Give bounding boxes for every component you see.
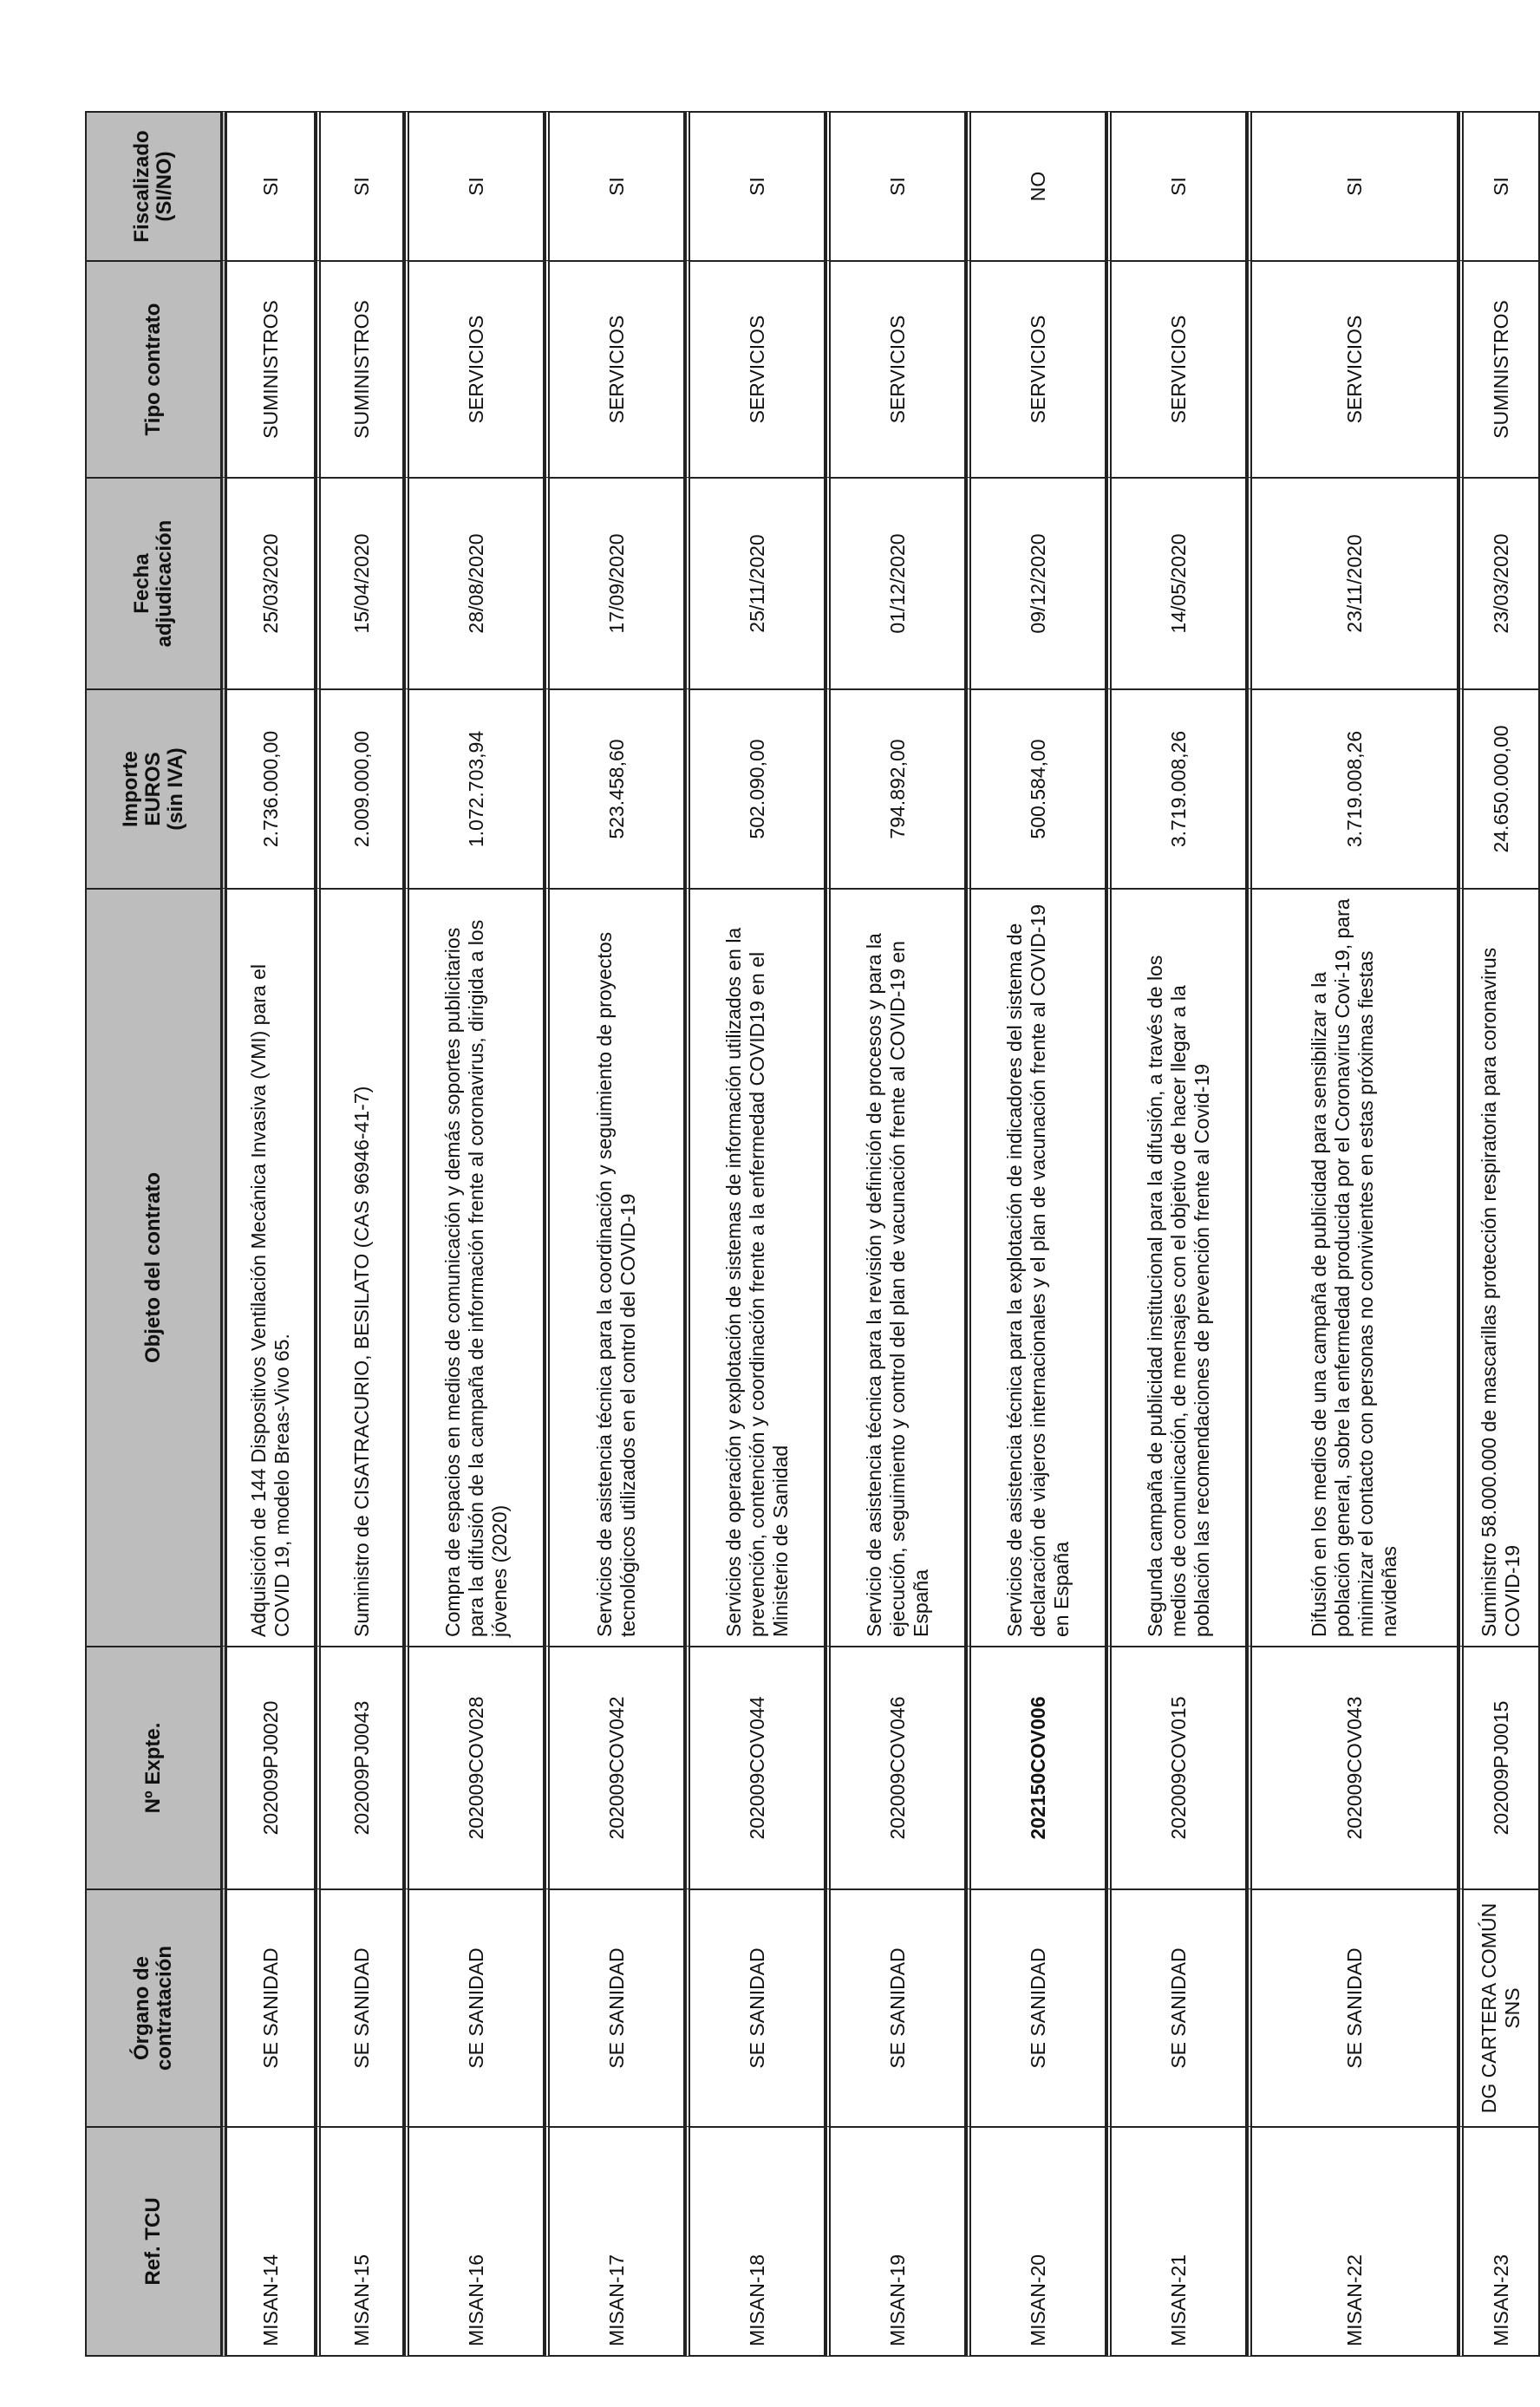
cell-tipo: SERVICIOS [966,260,1106,477]
cell-organo: SE SANIDAD [316,1888,404,2126]
cell-ref: MISAN-19 [825,2126,966,2357]
table-row [685,111,825,2357]
table-row [1247,111,1458,2357]
header-importe-line: (sin IVA) [164,747,187,831]
cell-fecha: 25/03/2020 [227,477,316,688]
cell-fecha: 23/03/2020 [1458,477,1540,688]
cell-organo: SE SANIDAD [966,1888,1106,2126]
cell-fiscalizado: SI [825,111,966,260]
cell-importe: 2.736.000,00 [227,688,316,888]
cell-tipo: SERVICIOS [685,260,825,477]
cell-expediente: 202009COV046 [825,1646,966,1888]
header-objeto: Objeto del contrato [85,888,227,1646]
header-fiscalizado-line: (SI/NO) [153,151,176,222]
cell-importe: 500.584,00 [966,688,1106,888]
cell-organo: DG CARTERA COMÚN SNS [1458,1888,1540,2126]
cell-organo: SE SANIDAD [227,1888,316,2126]
cell-fiscalizado: SI [685,111,825,260]
cell-objeto: Adquisición de 144 Dispositivos Ventilación Mecánica Invasiva (VMI) para el COVID 19, modelo Breas-Vivo 65. [227,888,316,1646]
header-importe [85,688,227,888]
cell-ref: MISAN-23 [1458,2126,1540,2357]
cell-expediente: 202009PJ0015 [1458,1646,1540,1888]
table-body [227,111,1540,2357]
cell-ref: MISAN-18 [685,2126,825,2357]
cell-objeto: Compra de espacios en medios de comunicación y demás soportes publicitarios para la difusión de la campaña de información frente al coronavirus, dirigida a los jóvenes (2020) [404,888,545,1646]
cell-objeto: Servicios de asistencia técnica para la explotación de indicadores del sistema de declaración de viajeros internacionales y el plan de vacunación frente al COVID-19 en España [966,888,1106,1646]
cell-fiscalizado: NO [966,111,1106,260]
cell-objeto: Segunda campaña de publicidad institucional para la difusión, a través de los medios de comunicación, de mensajes con el objetivo de hacer llegar a la población las recomendaciones de prevención frente al Covid-19 [1106,888,1247,1646]
header-tipo: Tipo contrato [85,260,227,477]
cell-expediente: 202009PJ0020 [227,1646,316,1888]
header-organo [85,1888,227,2126]
cell-ref: MISAN-16 [404,2126,545,2357]
cell-organo: SE SANIDAD [825,1888,966,2126]
cell-importe: 1.072.703,94 [404,688,545,888]
header-fecha-line: adjudicación [153,519,176,648]
cell-fecha: 17/09/2020 [545,477,685,688]
header-organo-line: Órgano de [130,1956,153,2061]
header-organo-line: contratación [153,1945,176,2071]
table-row [825,111,966,2357]
header-importe-line: EUROS [141,752,165,826]
header-ref: Ref. TCU [85,2126,227,2357]
table-row [966,111,1106,2357]
cell-importe: 794.892,00 [825,688,966,888]
cell-fiscalizado: SI [1106,111,1247,260]
header-fecha [85,477,227,688]
cell-expediente: 202150COV006 [966,1646,1106,1888]
table-row [404,111,545,2357]
table-row [316,111,404,2357]
cell-expediente: 202009COV028 [404,1646,545,1888]
cell-objeto: Difusión en los medios de una campaña de publicidad para sensibilizar a la población general, sobre la enfermedad producida por el Coronavirus Covi-19, para minimizar el contacto con personas no convivientes en estas próximas fiestas navideñas [1247,888,1458,1646]
cell-expediente: 202009PJ0043 [316,1646,404,1888]
cell-fiscalizado: SI [227,111,316,260]
cell-objeto: Servicio de asistencia técnica para la revisión y definición de procesos y para la ejecución, seguimiento y control del plan de vacunación frente al COVID-19 en España [825,888,966,1646]
table-row [1106,111,1247,2357]
cell-fecha: 09/12/2020 [966,477,1106,688]
header-fiscalizado-line: Fiscalizado [130,130,153,243]
cell-objeto: Suministro de CISATRACURIO, BESILATO (CAS 96946-41-7) [316,888,404,1646]
cell-ref: MISAN-22 [1247,2126,1458,2357]
rotated-page [85,111,1524,2357]
cell-fiscalizado: SI [545,111,685,260]
cell-importe: 3.719.008,26 [1247,688,1458,888]
cell-ref: MISAN-21 [1106,2126,1247,2357]
cell-organo: SE SANIDAD [404,1888,545,2126]
table-row [1458,111,1540,2357]
cell-importe: 2.009.000,00 [316,688,404,888]
cell-fecha: 01/12/2020 [825,477,966,688]
cell-organo: SE SANIDAD [1247,1888,1458,2126]
table-row [227,111,316,2357]
cell-fecha: 23/11/2020 [1247,477,1458,688]
cell-ref: MISAN-14 [227,2126,316,2357]
cell-tipo: SERVICIOS [1106,260,1247,477]
cell-objeto: Suministro 58.000.000 de mascarillas protección respiratoria para coronavirus COVID-19 [1458,888,1540,1646]
cell-ref: MISAN-15 [316,2126,404,2357]
cell-fecha: 14/05/2020 [1106,477,1247,688]
cell-tipo: SUMINISTROS [316,260,404,477]
cell-organo: SE SANIDAD [545,1888,685,2126]
cell-fiscalizado: SI [316,111,404,260]
cell-expediente: 202009COV042 [545,1646,685,1888]
cell-expediente: 202009COV044 [685,1646,825,1888]
cell-objeto: Servicios de asistencia técnica para la coordinación y seguimiento de proyectos tecnológicos utilizados en el control del COVID-19 [545,888,685,1646]
cell-tipo: SUMINISTROS [1458,260,1540,477]
cell-organo: SE SANIDAD [1106,1888,1247,2126]
cell-fiscalizado: SI [404,111,545,260]
cell-fecha: 25/11/2020 [685,477,825,688]
table-header-row [85,111,227,2357]
cell-organo: SE SANIDAD [685,1888,825,2126]
cell-importe: 24.650.000,00 [1458,688,1540,888]
cell-fiscalizado: SI [1247,111,1458,260]
cell-tipo: SERVICIOS [1247,260,1458,477]
contracts-table [85,111,1540,2357]
cell-importe: 3.719.008,26 [1106,688,1247,888]
cell-tipo: SERVICIOS [545,260,685,477]
cell-ref: MISAN-20 [966,2126,1106,2357]
cell-tipo: SUMINISTROS [227,260,316,477]
cell-fiscalizado: SI [1458,111,1540,260]
table-row [545,111,685,2357]
cell-objeto: Servicios de operación y explotación de sistemas de información utilizados en la prevención, contención y coordinación frente a la enfermedad COVID19 en el Ministerio de Sanidad [685,888,825,1646]
header-fiscalizado [85,111,227,260]
cell-expediente: 202009COV015 [1106,1646,1247,1888]
cell-ref: MISAN-17 [545,2126,685,2357]
header-expediente: Nº Expte. [85,1646,227,1888]
cell-expediente: 202009COV043 [1247,1646,1458,1888]
cell-tipo: SERVICIOS [404,260,545,477]
cell-importe: 502.090,00 [685,688,825,888]
header-fecha-line: Fecha [130,553,153,614]
cell-tipo: SERVICIOS [825,260,966,477]
header-importe-line: Importe [119,751,142,828]
cell-importe: 523.458,60 [545,688,685,888]
cell-fecha: 15/04/2020 [316,477,404,688]
cell-fecha: 28/08/2020 [404,477,545,688]
